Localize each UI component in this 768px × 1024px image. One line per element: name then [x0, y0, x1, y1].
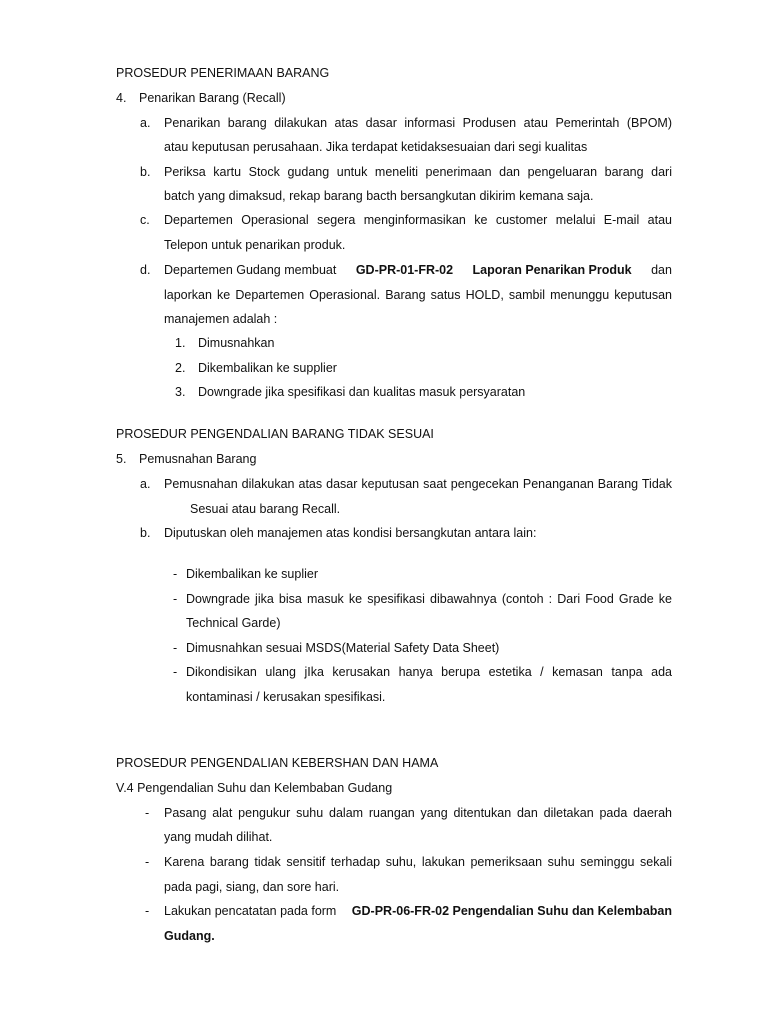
paragraph-line: Sesuai atau barang Recall.	[190, 502, 341, 516]
paragraph-line: laporkan ke Departemen Operasional. Barang satus HOLD, sambil menunggu keputusan	[164, 288, 672, 302]
bullet-text: pada pagi, siang, dan sore hari.	[164, 880, 340, 894]
section-heading-barang-tidak-sesuai: PROSEDUR PENGENDALIAN BARANG TIDAK SESUAI	[116, 427, 434, 441]
list-letter: d.	[140, 263, 151, 277]
dash-bullet: -	[145, 806, 150, 820]
text-run: dan	[651, 263, 672, 277]
bullet-text: Dikembalikan ke suplier	[186, 567, 319, 581]
form-title: Laporan Penarikan Produk	[472, 263, 632, 277]
list-letter: a.	[140, 477, 151, 491]
item-title: Penarikan Barang (Recall)	[139, 91, 286, 105]
paragraph-line: Periksa kartu Stock gudang untuk meneliti penerimaan dan pengeluaran barang dari	[164, 165, 672, 179]
bullet-text: Gudang.	[164, 929, 215, 943]
sub-item-text: Dikembalikan ke supplier	[198, 361, 337, 375]
dash-bullet: -	[173, 592, 178, 606]
bullet-text: Technical Garde)	[186, 616, 281, 630]
paragraph-line: Penarikan barang dilakukan atas dasar informasi Produsen atau Pemerintah (BPOM)	[164, 116, 672, 130]
paragraph-line: Pemusnahan dilakukan atas dasar keputusan saat pengecekan Penanganan Barang Tidak	[164, 477, 672, 491]
list-letter: c.	[140, 213, 150, 227]
sub-number: 3.	[175, 385, 186, 399]
paragraph-line: Telepon untuk penarikan produk.	[164, 238, 346, 252]
dash-bullet: -	[173, 665, 178, 679]
dash-bullet: -	[145, 904, 150, 918]
sub-heading: V.4 Pengendalian Suhu dan Kelembaban Gudang	[116, 781, 393, 795]
bullet-text: Dimusnahkan sesuai MSDS(Material Safety Data Sheet)	[186, 641, 500, 655]
paragraph-line	[164, 262, 672, 278]
sub-item-text: Dimusnahkan	[198, 336, 275, 350]
bullet-text: Downgrade jika bisa masuk ke spesifikasi dibawahnya (contoh : Dari Food Grade ke	[186, 592, 672, 606]
bullet-text: Karena barang tidak sensitif terhadap suhu, lakukan pemeriksaan suhu seminggu sekali	[164, 855, 672, 869]
paragraph-line: Departemen Operasional segera menginformasikan ke customer melalui E-mail atau	[164, 213, 672, 227]
bullet-text	[164, 903, 672, 919]
paragraph-line: batch yang dimaksud, rekap barang bacth bersangkutan dikirim kemana saja.	[164, 189, 594, 203]
form-code: GD-PR-01-FR-02	[355, 263, 454, 277]
section-heading-kebersihan: PROSEDUR PENGENDALIAN KEBERSHAN DAN HAMA	[116, 756, 439, 770]
text-run: Departemen Gudang membuat	[164, 263, 337, 277]
section-heading-penerimaan: PROSEDUR PENERIMAAN BARANG	[116, 66, 330, 80]
list-letter: a.	[140, 116, 151, 130]
dash-bullet: -	[145, 855, 150, 869]
item-number: 4.	[116, 91, 127, 105]
paragraph-line: Diputuskan oleh manajemen atas kondisi bersangkutan antara lain:	[164, 526, 537, 540]
list-letter: b.	[140, 165, 151, 179]
bullet-text: Pasang alat pengukur suhu dalam ruangan yang ditentukan dan diletakan pada daerah	[164, 806, 672, 820]
dash-bullet: -	[173, 567, 178, 581]
form-code: GD-PR-06-FR-02 Pengendalian Suhu dan Kelembaban	[351, 904, 672, 918]
sub-number: 1.	[175, 336, 186, 350]
text-run: Lakukan pencatatan pada form	[164, 904, 344, 918]
item-title: Pemusnahan Barang	[139, 452, 257, 466]
bullet-text: Dikondisikan ulang jIka kerusakan hanya berupa estetika / kemasan tanpa ada	[186, 665, 672, 679]
item-number: 5.	[116, 452, 127, 466]
bullet-text: kontaminasi / kerusakan spesifikasi.	[186, 690, 386, 704]
sub-number: 2.	[175, 361, 186, 375]
dash-bullet: -	[173, 641, 178, 655]
paragraph-line: atau keputusan perusahaan. Jika terdapat ketidaksesuaian dari segi kualitas	[164, 140, 588, 154]
list-letter: b.	[140, 526, 151, 540]
bullet-text: yang mudah dilihat.	[164, 830, 273, 844]
paragraph-line: manajemen adalah :	[164, 312, 278, 326]
sub-item-text: Downgrade jika spesifikasi dan kualitas masuk persyaratan	[198, 385, 526, 399]
